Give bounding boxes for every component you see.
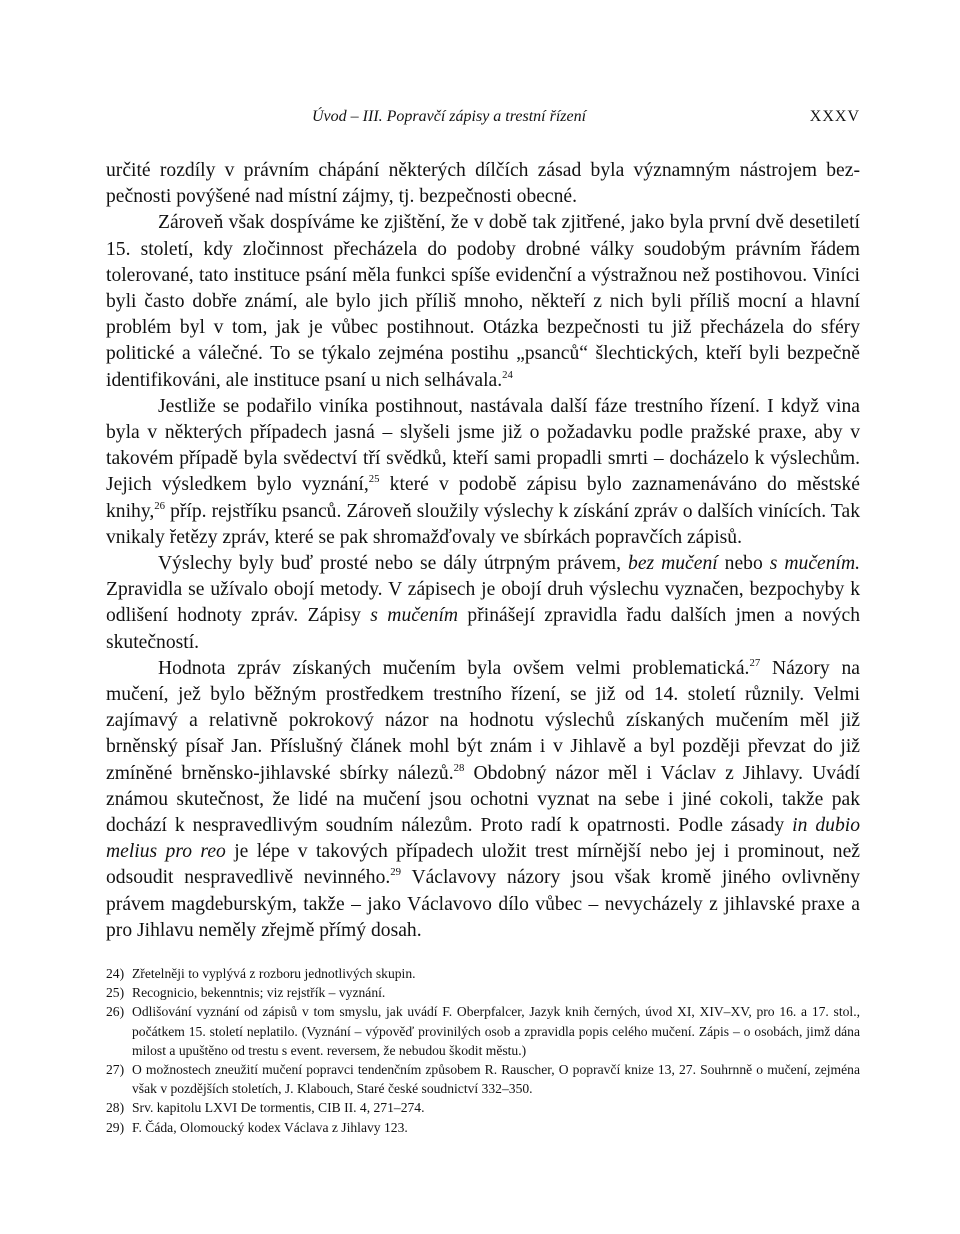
footnote-24 [106,964,860,983]
italic-phrase: s mučením [370,605,459,627]
paragraph-3 [106,394,860,551]
paragraph-text: Názory na mučení, jež bylo běžným prostředkem trestního řízení, se již od 14. století různily. Velmi zajímavý a relativně pokrokový názor na hodnotu výslechů získaných mučením měl již brněnský písař Jan. Příslušný článek mohl být znám i v Jihlavě a byl později převzat do již zmíněné brněnsko-jihlavské sbírky nálezů. [106,657,860,784]
footnote-number: 25) [106,985,125,1001]
paragraph-text: Zpravidla se užívalo obojí metody. V zápisech je obojí druh výslechu vyznačen, bezpochyby k odlišení hodnoty zpráv. Zápisy [106,579,860,627]
running-head-title: Úvod – III. Popravčí zápisy a trestní řízení [312,108,587,125]
paragraph-text: Zároveň však dospíváme ke zjištění, že v době tak zjitřené, jako byla první dvě desetiletí 15. století, kdy zločinnost přecházela do podoby drobné války soudobým právním řádem tolerované, tato instituce psání měla funkci spíše evidenční a výstražnou než postihovou. Viníci byli často dobře známí, ale bylo jich příliš mnoho, někteří z nich byli příliš mocní a hlavní problém byl v tom, jak je vůbec postihnout. Otázka bezpečnosti tu již přecházela do sféry politické a válečné. To se týkalo zejména postihu „psanců“ šlechtických, kteří byli bezpečně identifikováni, ale instituce psaní u nich selhávala. [106,212,860,391]
footnotes [106,964,860,1137]
footnote-number: 26) [106,1004,125,1020]
footnote-text: Srv. kapitolu LXVI De tormentis, CIB II. 4, 271–274. [132,1100,425,1116]
paragraph-text: přinášejí zpravidla řadu dalších jmen a nových skutečností. [106,605,860,653]
footnote-text: Odlišování vyznání od zápisů v tom smyslu, jak uvádí F. Oberpfalcer, Jazyk knih černých, úvod XI, XIV–XV, pro 16. a 17. stol., počátkem 15. století neplatilo. (Vyznání – výpověď provinilých osob a zpravidla popis celého mučení. Zápis – o osobách, jimž dána milost a upuštěno od trestu s event. reversem, že nebudou škodit městu.) [132,1004,860,1058]
footnote-ref: 27 [749,656,761,669]
paragraph-text: Hodnota zpráv získaných mučením byla ovšem velmi problematická. [158,657,750,679]
paragraph-text: určité rozdíly v právním chápání některých dílčích zásad byla významným nástrojem bezpečnosti povýšené nad místní zájmy, tj. bezpečnosti obecné. [106,160,860,208]
footnote-text: Zřetelněji to vyplývá z rozboru jednotlivých skupin. [132,966,416,981]
footnote-ref: 28 [453,761,465,774]
footnote-number: 28) [106,1100,125,1116]
footnote-25 [106,983,860,1002]
footnote-ref: 24 [502,368,513,381]
paragraph-1 [106,158,860,210]
paragraph-5 [106,656,860,944]
footnote-28 [106,1098,860,1117]
footnote-text: Recognicio, bekenntnis; viz rejstřík – vyznání. [132,985,386,1001]
footnote-text: F. Čáda, Olomoucký kodex Václava z Jihlavy 123. [132,1119,408,1135]
footnote-27 [106,1060,860,1098]
footnote-ref: 26 [154,499,166,512]
footnote-number: 29) [106,1119,125,1135]
paragraph-text: nebo [717,553,770,575]
paragraph-text: Výslechy byly buď prosté nebo se dály útrpným právem, [158,553,629,575]
footnote-ref: 29 [390,866,402,879]
italic-phrase: bez mučení [628,553,718,575]
footnote-ref: 25 [368,473,380,486]
main-text [106,158,860,944]
paragraph-text: příp. rejstříku psanců. Zároveň sloužily výslechy k získání zpráv o dalších vinících. Tak vnikaly řetězy zpráv, které se pak shromažďovaly ve sbírkách popravčích zápisů. [106,500,860,548]
running-head [106,108,860,132]
page-number: XXXV [809,108,860,125]
paragraph-text: Václavovy názory jsou však kromě jiného ovlivněny právem magdeburským, takže – jako Václavovo dílo vůbec – nevycházely z jihlavské praxe a pro Jihlavu neměly zřejmě přímý dosah. [106,867,860,941]
paragraph-4 [106,551,860,656]
paragraph-text: je lépe v takových případech uložit trest mírnější nebo jej i prominout, než odsoudit nespravedlivě nevinného. [106,841,860,889]
footnote-26 [106,1002,860,1060]
footnote-text: O možnostech zneužití mučení popravci tendenčním způsobem R. Rauscher, O popravčí knize 13, 27. Souhrnně o mučení, zejména však v pozdějších stoletích, J. Klabouch, Staré české soudnictví 332–350. [132,1062,860,1097]
footnote-number: 24) [106,966,125,981]
paragraph-text: které v podobě zápisu bylo zaznamenáváno do městské knihy, [106,474,861,522]
italic-phrase: in dubio melius pro reo [106,815,860,863]
footnote-29 [106,1118,860,1137]
paragraph-2 [106,210,860,393]
paragraph-text: Obdobný názor měl i Václav z Jihlavy. Uvádí známou skutečnost, že lidé na mučení jsou ochotni vyznat na sebe i jiné cokoli, takže pak dochází k nespravedlivým soudním nálezům. Proto radí k opatrnosti. Podle zásady [106,762,861,837]
paragraph-text: Jestliže se podařilo viníka postihnout, nastávala další fáze trestního řízení. I když vina byla v některých případech jasná – slyšeli jsme již o požadavku podle pražské praxe, aby v takovém případě byla svědectví tří svědků, kteří sami propadli smrti – docházelo k výslechům. Jejich výsledkem bylo vyznání, [106,395,860,496]
italic-phrase: s mučením. [769,553,861,575]
footnote-number: 27) [106,1062,125,1078]
